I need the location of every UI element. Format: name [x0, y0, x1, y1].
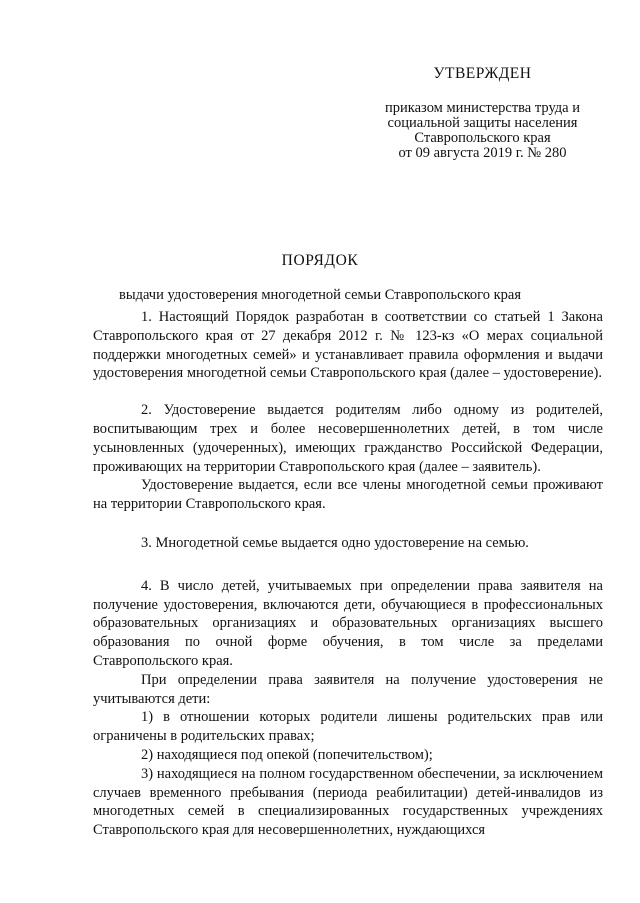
- document-title: ПОРЯДОК: [281, 252, 359, 269]
- document-body: [93, 308, 603, 840]
- approval-heading: УТВЕРЖДЕН: [433, 65, 532, 82]
- paragraph-4-item-1: 1) в отношении которых родители лишены родительских прав или ограничены в родительских правах;: [93, 709, 603, 745]
- approval-stamp-block: [360, 66, 605, 161]
- document-subtitle: выдачи удостоверения многодетной семьи Ставропольского края: [118, 287, 522, 303]
- approval-line-2: социальной защиты населения: [387, 115, 578, 131]
- approval-line-3: Ставропольского края: [414, 130, 551, 146]
- paragraph-2-continuation: Удостоверение выдается, если все члены многодетной семьи проживают на территории Ставропольского края.: [93, 477, 603, 513]
- approval-line-1: приказом министерства труда и: [385, 100, 580, 116]
- paragraph-4: 4. В число детей, учитываемых при определении права заявителя на получение удостоверения, включаются дети, обучающиеся в профессиональных образовательных организациях и образовательных организациях высшего образования по очной форме обучения, в том числе за пределами Ставропольского края.: [93, 577, 603, 669]
- paragraph-4-exclusions-intro: При определении права заявителя на получение удостоверения не учитываются дети:: [93, 671, 603, 707]
- paragraph-3: 3. Многодетной семье выдается одно удостоверение на семью.: [141, 534, 529, 551]
- paragraph-4-item-2: 2) находящиеся под опекой (попечительством);: [141, 746, 433, 763]
- paragraph-2: 2. Удостоверение выдается родителям либо одному из родителей, воспитывающим трех и более несовершеннолетних детей, в том числе усыновленных (удочеренных), имеющих гражданство Российской Федерации, проживающих на территории Ставропольского края (далее – заявитель).: [93, 402, 603, 475]
- approval-line-4: от 09 августа 2019 г. № 280: [398, 145, 567, 161]
- paragraph-1: 1. Настоящий Порядок разработан в соответствии со статьей 1 Закона Ставропольского края от 27 декабря 2012 г. № 123-кз «О мерах социальной поддержки многодетных семей» и устанавливает правила оформления и выдачи удостоверения многодетной семьи Ставропольского края (далее – удостоверение).: [93, 309, 603, 382]
- paragraph-4-item-3: 3) находящиеся на полном государственном обеспечении, за исключением случаев временного пребывания (периода реабилитации) детей-инвалидов из многодетных семей в специализированных государственных учреждениях Ставропольского края для несовершеннолетних, нуждающихся: [93, 765, 603, 839]
